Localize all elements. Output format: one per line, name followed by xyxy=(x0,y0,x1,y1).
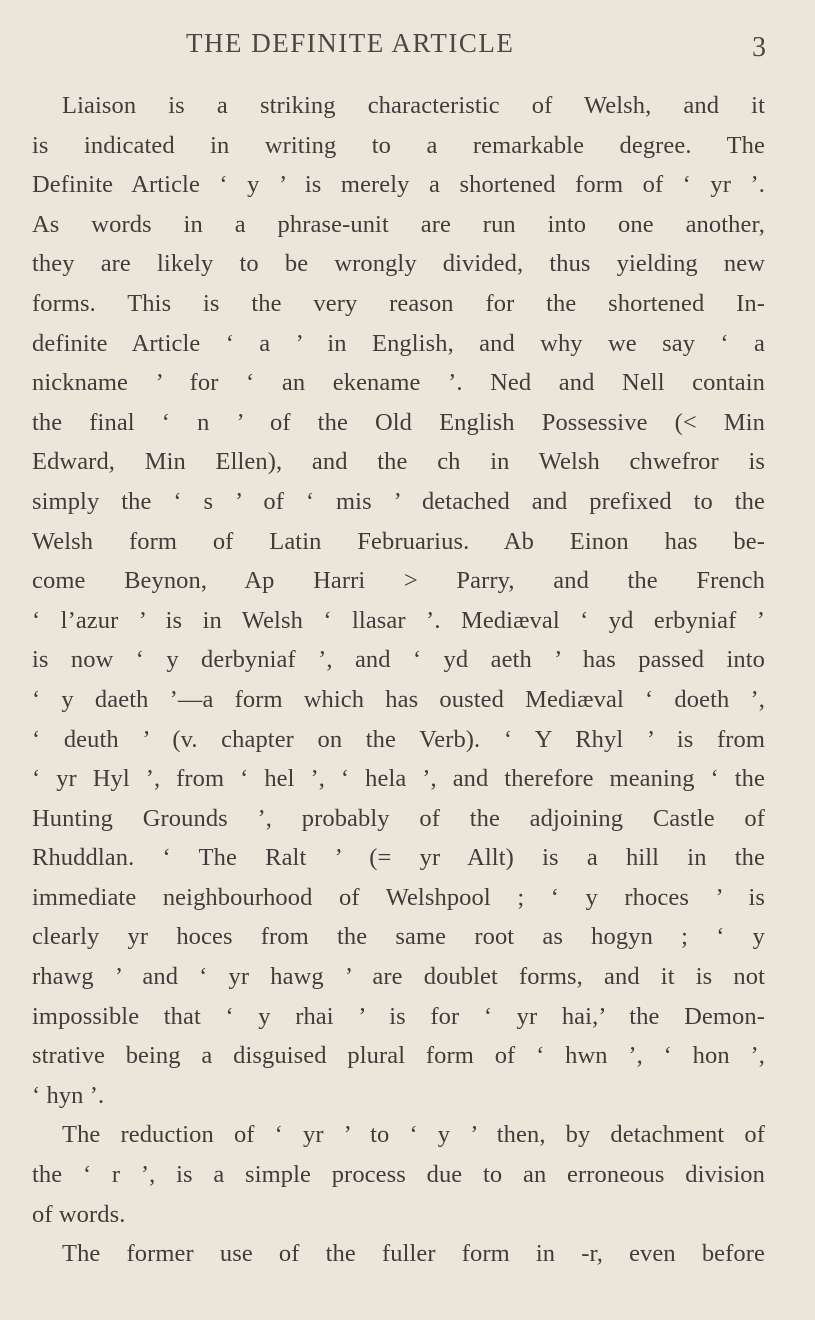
text-line: they are likely to be wrongly divided, thus yielding new xyxy=(32,250,765,278)
text-line: is indicated in writing to a remarkable degree. The xyxy=(32,131,765,159)
text-line: Definite Article ‘ y ’ is merely a shortened form of ‘ yr ’. xyxy=(32,171,765,199)
text-line: Edward, Min Ellen), and the ch in Welsh chwefror is xyxy=(32,448,765,476)
text-line: forms. This is the very reason for the shortened In- xyxy=(32,289,765,317)
text-line: the ‘ r ’, is a simple process due to an erroneous division xyxy=(32,1161,765,1189)
text-line: The former use of the fuller form in -r, even before xyxy=(62,1240,765,1268)
text-line: is now ‘ y derbyniaf ’, and ‘ yd aeth ’ has passed into xyxy=(32,646,765,674)
text-line: Rhuddlan. ‘ The Ralt ’ (= yr Allt) is a hill in the xyxy=(32,844,765,872)
text-line: Hunting Grounds ’, probably of the adjoining Castle of xyxy=(32,804,765,832)
page-number: 3 xyxy=(752,32,766,63)
text-line: ‘ l’azur ’ is in Welsh ‘ llasar ’. Mediæval ‘ yd erbyniaf ’ xyxy=(32,606,765,634)
text-line: nickname ’ for ‘ an ekename ’. Ned and Nell contain xyxy=(32,369,765,397)
text-line: definite Article ‘ a ’ in English, and why we say ‘ a xyxy=(32,329,765,357)
text-line: clearly yr hoces from the same root as hogyn ; ‘ y xyxy=(32,923,765,951)
running-title: THE DEFINITE ARTICLE xyxy=(186,28,515,58)
text-line: Liaison is a striking characteristic of Welsh, and it xyxy=(62,92,765,119)
text-line: simply the ‘ s ’ of ‘ mis ’ detached and prefixed to the xyxy=(32,487,765,515)
text-line: ‘ yr Hyl ’, from ‘ hel ’, ‘ hela ’, and therefore meaning ‘ the xyxy=(32,765,765,793)
text-line: ‘ hyn ’. xyxy=(32,1081,105,1109)
text-line: impossible that ‘ y rhai ’ is for ‘ yr hai,’ the Demon- xyxy=(32,1002,765,1030)
running-head xyxy=(0,28,815,68)
text-line: As words in a phrase-unit are run into one another, xyxy=(32,210,765,238)
text-line: rhawg ’ and ‘ yr hawg ’ are doublet forms, and it is not xyxy=(32,963,765,991)
text-line: of words. xyxy=(32,1200,126,1228)
text-line: ‘ deuth ’ (v. chapter on the Verb). ‘ Y Rhyl ’ is from xyxy=(32,725,765,753)
text-line: strative being a disguised plural form of ‘ hwn ’, ‘ hon ’, xyxy=(32,1042,765,1070)
text-line: the final ‘ n ’ of the Old English Possessive (< Min xyxy=(32,408,765,436)
text-line: come Beynon, Ap Harri > Parry, and the French xyxy=(32,567,765,595)
text-line: immediate neighbourhood of Welshpool ; ‘ y rhoces ’ is xyxy=(32,883,765,911)
text-line: ‘ y daeth ’—a form which has ousted Mediæval ‘ doeth ’, xyxy=(32,685,765,713)
text-line: The reduction of ‘ yr ’ to ‘ y ’ then, by detachment of xyxy=(62,1121,765,1149)
body-text xyxy=(32,86,765,1274)
text-line: Welsh form of Latin Februarius. Ab Einon has be- xyxy=(32,527,765,555)
